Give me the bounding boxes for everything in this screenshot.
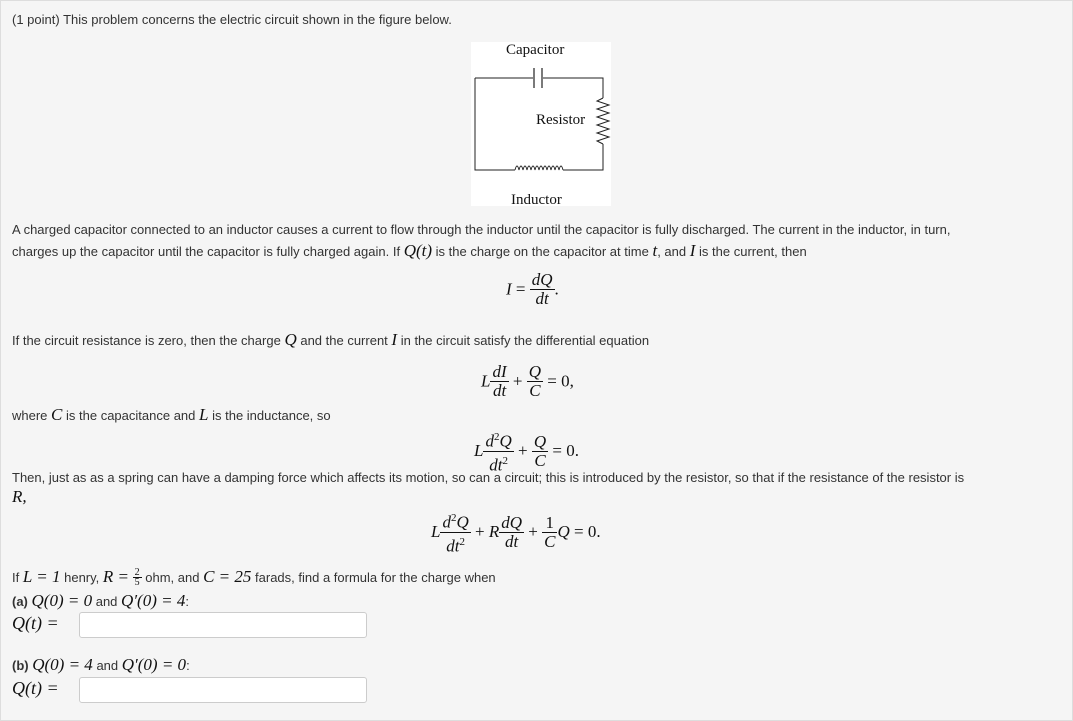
paragraph-1-line-1: A charged capacitor connected to an inductor causes a current to flow through the inductor until the capacitor is fully discharged. The current in the inductor, in turn, — [12, 222, 951, 237]
p2-text-b: and the current — [300, 333, 388, 348]
part-a-answer-input[interactable] — [79, 612, 367, 638]
paragraph-2 — [12, 330, 649, 350]
p1-text-c: , and — [657, 244, 687, 259]
part-b-qt-label: Q(t) = — [12, 678, 59, 698]
math-I-2: I — [391, 330, 398, 349]
math-L: L — [199, 405, 209, 424]
paragraph-3 — [12, 405, 331, 425]
p3-text-c: is the inductance, so — [212, 408, 331, 423]
math-R-comma: R, — [12, 487, 27, 506]
given-if: If — [12, 570, 20, 585]
capacitor-label: Capacitor — [506, 42, 565, 58]
math-t: t — [652, 241, 658, 260]
fraction-two-fifths: $\frac{2}{5}$ — [134, 567, 140, 588]
part-b-Q0: Q(0) = 4 — [32, 655, 93, 674]
given-ohm: ohm, and — [145, 570, 200, 585]
part-a-qt-label: Q(t) = — [12, 613, 59, 633]
math-R-eq: R = — [102, 567, 130, 586]
equation-lc-first-order: L $\frac{dI}{dt}$ + $\frac{Q}{C}$ = 0, — [481, 362, 574, 400]
given-farads: farads, find a formula for the charge when — [255, 570, 496, 585]
p1-text-b: is the charge on the capacitor at time — [435, 244, 649, 259]
p1-text-d: is the current, then — [699, 244, 807, 259]
circuit-figure — [471, 42, 611, 206]
problem-header — [12, 12, 452, 27]
given-henry: henry, — [64, 570, 100, 585]
problem-intro: This problem concerns the electric circuit shown in the figure below. — [63, 12, 452, 27]
part-a-and: and — [95, 594, 118, 609]
given-values — [12, 567, 496, 587]
part-a-conditions: (a) Q(0) = 0 and Q′(0) = 4: — [12, 591, 189, 610]
math-I: I — [689, 241, 696, 260]
part-a-label: (a) — [12, 594, 28, 609]
p2-text-c: in the circuit satisfy the differential equation — [400, 333, 650, 348]
math-Q-of-t: Q(t) — [403, 241, 433, 260]
math-L-eq: L = 1 — [22, 567, 61, 586]
paragraph-4-line-1: Then, just as as a spring can have a damping force which affects its motion, so can a circuit; this is introduced by the resistor, so that if the resistance of the resistor is — [12, 470, 965, 485]
equation-rlc: L $\frac{d^2Q}{dt^2}$ + R $\frac{dQ}{dt}$ + $\frac{1}{C}$ Q = 0. — [431, 512, 601, 556]
points-label: (1 point) — [12, 12, 60, 27]
math-Q: Q — [284, 330, 297, 349]
part-a-Qp0: Q′(0) = 4 — [121, 591, 186, 610]
p1-text-a: charges up the capacitor until the capacitor is fully charged again. If — [12, 244, 401, 259]
equation-current: I = $\frac{dQ}{dt}$ . — [506, 270, 559, 308]
equation-lc-second-order: L $\frac{d^2Q}{dt^2}$ + $\frac{Q}{C}$ = 0. — [474, 431, 579, 475]
resistor-label: Resistor — [536, 112, 586, 128]
part-a-Q0: Q(0) = 0 — [31, 591, 93, 610]
inductor-label: Inductor — [511, 192, 562, 208]
part-b-label: (b) — [12, 658, 29, 673]
part-b-answer-input[interactable] — [79, 677, 367, 703]
part-b-conditions: (b) Q(0) = 4 and Q′(0) = 0: — [12, 655, 190, 674]
paragraph-1-line-2 — [12, 241, 807, 261]
p3-text-b: is the capacitance and — [66, 408, 196, 423]
math-C: C — [51, 405, 63, 424]
part-b-and: and — [96, 658, 119, 673]
p2-text-a: If the circuit resistance is zero, then the charge — [12, 333, 281, 348]
part-b-Qp0: Q′(0) = 0 — [121, 655, 187, 674]
math-C-eq: C = 25 — [203, 567, 252, 586]
p3-text-a: where — [12, 408, 48, 423]
